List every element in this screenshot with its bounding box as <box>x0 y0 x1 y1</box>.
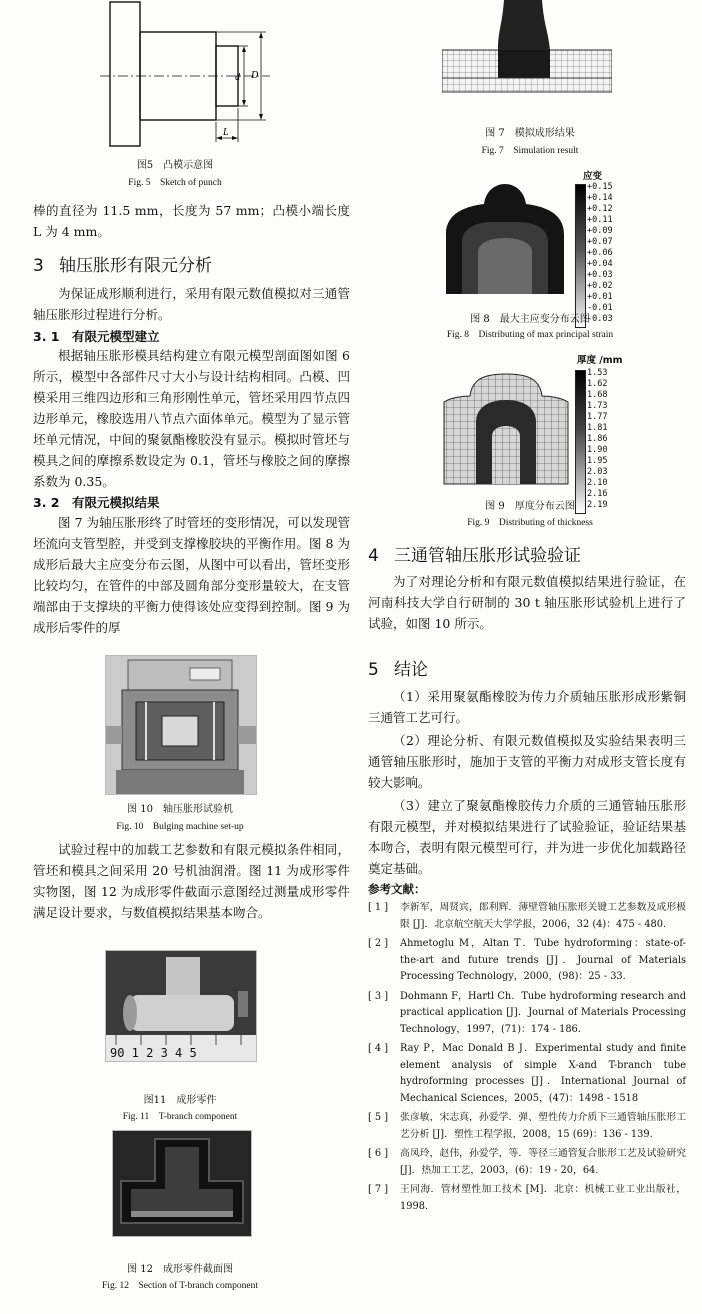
thickness-legend-title: 厚度 /mm <box>577 355 623 366</box>
fig11-caption-en: Fig. 11 T-branch component <box>122 1112 238 1122</box>
thickness-contour-illustration <box>440 372 572 487</box>
fig5-caption-cn: 图5 凸模示意图 <box>136 160 214 171</box>
fig10-caption-cn: 图 10 轴压胀形试验机 <box>127 804 233 815</box>
reference-text: 王同海．管材塑性加工技术 [M]．北京：机械工业工业出版社，1998. <box>400 1184 686 1212</box>
machine-illustration <box>106 656 256 794</box>
fig5-caption-en: Fig. 5 Sketch of punch <box>128 178 222 188</box>
strain-legend-value: +0.14 <box>587 193 613 203</box>
strain-legend-value: +0.12 <box>587 204 613 214</box>
ruler-numbers: 90 1 2 3 4 5 <box>110 1046 197 1060</box>
thickness-legend-value: 1.81 <box>587 423 608 433</box>
section-4-heading <box>368 541 688 566</box>
strain-legend-value: +0.11 <box>587 215 613 225</box>
section-illustration <box>113 1131 251 1236</box>
section-4-title: 三通管轴压胀形试验验证 <box>394 546 581 566</box>
conclusion-item: （1）采用聚氨酯橡胶为传力介质轴压胀形成形紫铜三通管工艺可行。 <box>368 689 686 725</box>
section-5-heading <box>368 655 688 680</box>
reference-item <box>368 1182 686 1215</box>
fig8-caption-en: Fig. 8 Distributing of max principal strain <box>446 330 614 340</box>
strain-legend-value: -0.01 <box>587 303 613 313</box>
references-heading: 参考文献： <box>368 882 426 896</box>
subsection-3-2-heading <box>33 493 160 511</box>
reference-number: [ 4 ] <box>368 1043 389 1054</box>
reference-number: [ 1 ] <box>368 902 389 913</box>
conclusion-item: （3）建立了聚氨酯橡胶传力介质的三通管轴压胀形有限元模型，并对模拟结果进行了试验验证，验证结果基本吻合，表明有限元模型可行，并为进一步优化加载路径奠定基础。 <box>368 798 686 876</box>
subsection-3-1-number: 3. 1 <box>33 329 60 344</box>
thickness-legend-colorbar <box>575 370 586 514</box>
strain-legend-value: +0.09 <box>587 226 613 236</box>
fig10-caption-en: Fig. 10 Bulging machine set-up <box>116 822 244 832</box>
thickness-legend-value: 1.62 <box>587 379 608 389</box>
reference-number: [ 5 ] <box>368 1112 389 1123</box>
reference-item <box>368 1041 686 1107</box>
reference-text: Ahmetoglu M，Altan T．Tube hydroforming：state-of-the-art and future trends [J]．Journal of Materials Processing Technology，2000，(98)：25 - 33. <box>400 938 686 982</box>
reference-item <box>368 1110 686 1143</box>
strain-legend-value: +0.02 <box>587 281 613 291</box>
reference-text: Ray P，Mac Donald B J．Experimental study and finite element analysis of simple X-and T-branch tube hydroforming processes [J]．International Journal of Mechanical Sciences，2005，(47)：1498 - 1518 <box>400 1043 686 1104</box>
thickness-legend-value: 1.77 <box>587 412 608 422</box>
simulation-mesh-illustration <box>442 0 612 118</box>
strain-legend-value: +0.07 <box>587 237 613 247</box>
thickness-legend-value: 1.53 <box>587 368 608 378</box>
strain-legend-value: +0.15 <box>587 182 613 192</box>
subsection-3-2-title: 有限元模拟结果 <box>72 495 160 510</box>
section-4-paragraph: 为了对理论分析和有限元数值模拟结果进行验证，在河南科技大学自行研制的 30 t 轴压胀形试验机上进行了试验，如图 10 所示。 <box>368 574 686 631</box>
reference-item <box>368 1146 686 1179</box>
reference-number: [ 6 ] <box>368 1148 389 1159</box>
conclusion-item: （2）理论分析、有限元数值模拟及实验结果表明三通管轴压胀形时，施加于支管的平衡力对成形支管长度有较大影响。 <box>368 733 686 790</box>
reference-text: 高凤玲，赵伟，孙爱学，等．等径三通管复合胀形工艺及试验研究 [J]．热加工工艺，2003，(6)：19 - 20，64. <box>400 1148 686 1176</box>
conclusion-list <box>368 686 686 879</box>
strain-legend-title: 应变 <box>583 171 603 182</box>
subsection-3-1-title: 有限元模型建立 <box>72 329 160 344</box>
thickness-legend-values <box>587 368 607 511</box>
thickness-legend-value: 1.90 <box>587 445 608 455</box>
dim-label-D: D <box>251 70 259 81</box>
section-4-number: 4 <box>368 546 379 566</box>
thickness-legend-value: 2.10 <box>587 478 608 488</box>
fig7-caption-en: Fig. 7 Simulation result <box>481 146 579 156</box>
strain-legend-value: +0.01 <box>587 292 613 302</box>
paragraph-punch-dimensions: 棒的直径为 11.5 mm，长度为 57 mm；凸模小端长度 L 为 4 mm。 <box>33 203 350 239</box>
reference-number: [ 2 ] <box>368 938 389 949</box>
thickness-legend-value: 1.95 <box>587 456 608 466</box>
reference-item <box>368 989 686 1039</box>
bulging-machine-photo <box>105 655 257 795</box>
thickness-legend-value: 1.73 <box>587 401 608 411</box>
strain-legend-value: +0.04 <box>587 259 613 269</box>
fig8-caption-cn: 图 8 最大主应变分布云图 <box>470 314 590 325</box>
section-3-title: 轴压胀形有限元分析 <box>59 256 212 276</box>
strain-legend-value: +0.03 <box>587 270 613 280</box>
dim-label-L: L <box>223 127 229 138</box>
reference-text: 李新军，周贤宾，郎利辉．薄壁管轴压胀形关键工艺参数及成形极限 [J]．北京航空航天大学学报，2006，32 (4)：475 - 480. <box>400 902 686 930</box>
fig12-caption-cn: 图 12 成形零件截面图 <box>127 1264 233 1275</box>
strain-legend-values <box>587 182 613 325</box>
fig9-caption-cn: 图 9 厚度分布云图 <box>485 501 575 512</box>
subsection-3-1-heading <box>33 327 160 345</box>
simulation-result-figure <box>442 0 612 118</box>
thickness-legend-value: 2.19 <box>587 500 608 510</box>
t-branch-section-photo <box>112 1130 252 1237</box>
references-list <box>368 900 686 1218</box>
reference-item <box>368 936 686 986</box>
reference-text: 张彦敏，宋志真，孙爱学．弹、塑性传力介质下三通管轴压胀形工艺分析 [J]．塑性工程学报，2008，15 (69)：136 - 139. <box>400 1112 686 1140</box>
fig11-caption-cn: 图11 成形零件 <box>143 1095 217 1106</box>
subsection-3-1-paragraph: 根据轴压胀形模具结构建立有限元模型剖面图如图 6 所示，模型中各部件尺寸大小与设计结构相同。凸模、凹模采用三维四边形和三角形刚性单元，管坯采用四节点四边形单元，橡胶选用八节点六面体单元。模型为了显示管坯单元情况，中间的聚氨酯橡胶没有显示。模拟时管坯与模具之间的摩擦系数设定为 0.1，管坯与橡胶之间的摩擦系数为 0.35。 <box>33 348 350 489</box>
thickness-legend-value: 1.68 <box>587 390 608 400</box>
strain-legend-value: -0.03 <box>587 314 613 324</box>
section-3-number: 3 <box>33 256 44 276</box>
fig7-caption-cn: 图 7 模拟成形结果 <box>485 128 575 139</box>
dim-label-d: d <box>235 72 240 83</box>
strain-contour-illustration <box>440 182 570 297</box>
subsection-3-2-number: 3. 2 <box>33 495 60 510</box>
reference-item <box>368 900 686 933</box>
subsection-3-2-paragraph: 图 7 为轴压胀形终了时管坯的变形情况，可以发现管坯流向支管型腔，并受到支撑橡胶块的平衡作用。图 8 为成形后最大主应变分布云图，从图中可以看出，管坯变形比较均匀，在管件的中部及圆角部分变形量较大，在支管端部由于支撑块的平衡力使得该处应变得到控制。图 9 为成形后零件的厚 <box>33 515 350 635</box>
fig9-caption-en: Fig. 9 Distributing of thickness <box>467 518 593 528</box>
test-process-paragraph: 试验过程中的加载工艺参数和有限元模拟条件相同，管坯和模具之间采用 20 号机油润滑。图 11 为成形零件实物图，图 12 为成形零件截面示意图经过测量成形零件满足设计要求，与数值模拟结果基本吻合。 <box>33 842 350 920</box>
fig12-caption-en: Fig. 12 Section of T-branch component <box>102 1281 258 1291</box>
t-branch-illustration <box>106 951 256 1061</box>
section-5-number: 5 <box>368 660 379 680</box>
t-branch-component-photo <box>105 950 257 1062</box>
reference-text: Dohmann F，Hartl Ch．Tube hydroforming research and practical application [J]．Journal of Materials Processing Technology，1997，(71)：174 - 186. <box>400 990 686 1035</box>
section-5-title: 结论 <box>394 660 428 680</box>
punch-sketch-figure <box>100 0 290 150</box>
thickness-legend-value: 2.03 <box>587 467 608 477</box>
thickness-legend-value: 2.16 <box>587 489 608 499</box>
section-3-heading <box>33 251 350 276</box>
reference-number: [ 7 ] <box>368 1184 389 1195</box>
strain-legend-value: +0.06 <box>587 248 613 258</box>
strain-legend-colorbar <box>575 184 586 328</box>
reference-number: [ 3 ] <box>368 990 389 1002</box>
section-3-intro-paragraph: 为保证成形顺利进行，采用有限元数值模拟对三通管轴压胀形过程进行分析。 <box>33 286 350 322</box>
thickness-legend-value: 1.86 <box>587 434 608 444</box>
